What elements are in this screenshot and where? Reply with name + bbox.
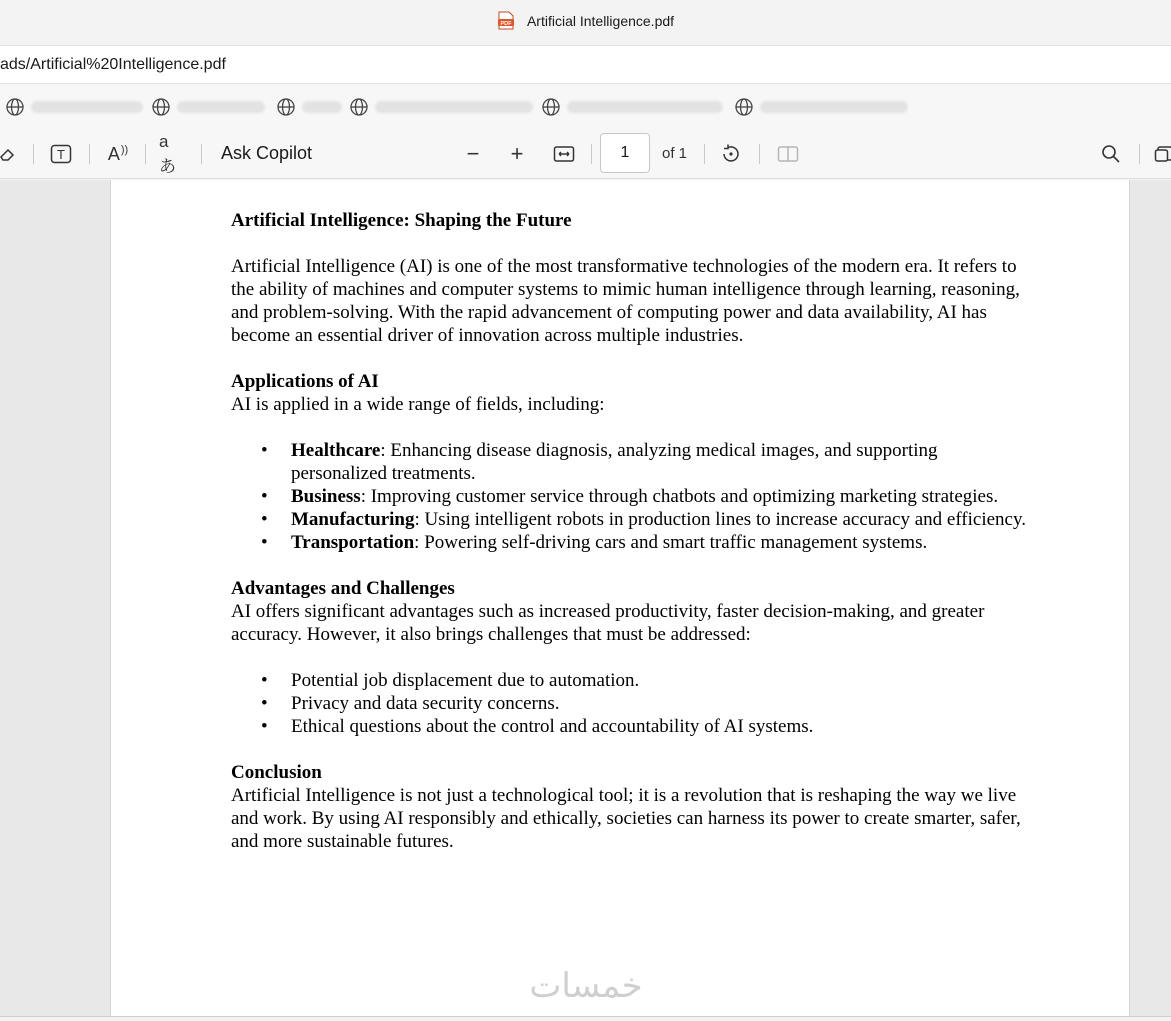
favorite-item[interactable] (734, 97, 908, 117)
rotate-icon[interactable] (719, 142, 743, 166)
document-title: Artificial Intelligence: Shaping the Future (231, 210, 572, 231)
pdf-toolbar (0, 129, 1171, 179)
toolbar-divider (759, 144, 760, 164)
add-text-icon[interactable] (49, 142, 73, 166)
list-item: • Transportation: Powering self-driving cars and smart traffic management systems. (261, 532, 928, 553)
favorite-item[interactable] (276, 97, 342, 117)
challenges-list (231, 669, 1031, 738)
eraser-icon[interactable] (0, 142, 20, 166)
globe-icon (276, 97, 296, 117)
conclusion-heading: Conclusion (231, 762, 322, 783)
list-item: • Ethical questions about the control and accountability of AI systems. (261, 716, 814, 737)
globe-icon (541, 97, 561, 117)
toolbar-divider (1139, 144, 1140, 164)
applications-lead: AI is applied in a wide range of fields, including: (231, 394, 605, 415)
watermark-logo: خمسات (529, 966, 643, 1006)
toolbar-divider (145, 144, 146, 164)
read-aloud-icon[interactable]: A )) (107, 143, 129, 164)
list-item: • Business: Improving customer service through chatbots and optimizing marketing strategies. (261, 486, 999, 507)
toolbar-divider (704, 144, 705, 164)
zoom-in-button[interactable]: + (510, 141, 524, 166)
zoom-out-button[interactable]: − (466, 141, 480, 166)
list-item: • Potential job displacement due to automation. (261, 670, 640, 691)
pdf-page[interactable] (110, 180, 1130, 1016)
globe-icon (5, 97, 25, 117)
read-aloud-glyph: A (107, 143, 120, 164)
list-item: • Privacy and data security concerns. (261, 693, 560, 714)
advantages-heading: Advantages and Challenges (231, 578, 455, 599)
toolbar-divider (89, 144, 90, 164)
favorite-item[interactable] (5, 97, 143, 117)
page-view-icon[interactable] (776, 142, 800, 166)
svg-text:PDF: PDF (500, 20, 512, 27)
list-item: • Healthcare: Enhancing disease diagnosis, analyzing medical images, and supporting personalized treatments. (261, 440, 938, 484)
search-icon[interactable] (1100, 142, 1122, 166)
fit-width-icon[interactable] (552, 142, 576, 166)
page-number-input[interactable]: 1 (600, 133, 650, 173)
favorite-item[interactable] (151, 97, 265, 117)
conclusion-paragraph: Artificial Intelligence is not just a technological tool; it is a revolution that is reshaping the way we live and work. By using AI responsibly and ethically, societies can harness its power to create smarter, safer, and more sustainable futures. (231, 785, 1021, 852)
toolbar-divider (33, 144, 34, 164)
list-item: • Manufacturing: Using intelligent robots in production lines to increase accuracy and efficiency. (261, 509, 1026, 530)
toolbar-divider (201, 144, 202, 164)
more-tools-icon[interactable] (1154, 142, 1171, 166)
address-url[interactable]: ads/Artificial%20Intelligence.pdf (0, 55, 226, 73)
applications-list (231, 439, 1031, 554)
window-title: Artificial Intelligence.pdf (526, 12, 675, 29)
ask-copilot-button[interactable]: Ask Copilot (221, 143, 313, 163)
bottom-edge (0, 1016, 1171, 1021)
pdf-file-icon (497, 11, 515, 30)
advantages-lead: AI offers significant advantages such as increased productivity, faster decision-making, and greater accuracy. However, it also brings challenges that must be addressed: (231, 601, 985, 645)
translate-icon[interactable]: aあ (159, 131, 176, 176)
address-bar[interactable] (0, 45, 1171, 84)
globe-icon (151, 97, 171, 117)
window-title-bar (0, 0, 1171, 41)
applications-heading: Applications of AI (231, 371, 379, 392)
page-total-label: of 1 (662, 145, 688, 162)
toolbar-divider (591, 144, 592, 164)
globe-icon (349, 97, 369, 117)
intro-paragraph: Artificial Intelligence (AI) is one of the most transformative technologies of the modern era. It refers to the ability of machines and computer systems to mimic human intelligence through learning, reasoning, and problem-solving. With the rapid advancement of computing power and data availability, AI has become an essential driver of innovation across multiple industries. (231, 256, 1020, 346)
favorite-item[interactable] (541, 97, 723, 117)
document-content (231, 209, 1031, 876)
globe-icon (734, 97, 754, 117)
favorites-bar (0, 85, 1171, 129)
pdf-viewer[interactable] (0, 180, 1171, 1021)
svg-text:T: T (57, 147, 65, 162)
favorite-item[interactable] (349, 97, 533, 117)
